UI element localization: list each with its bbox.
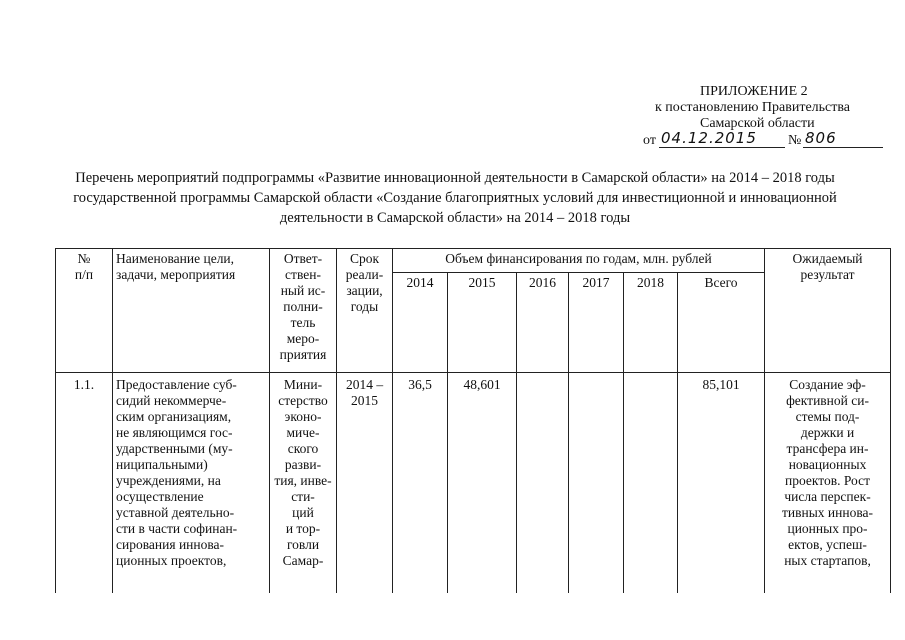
row-num: 1.1. (56, 373, 113, 593)
header-term: Срок реали- зации, годы (337, 249, 393, 373)
header-executor: Ответ- ствен- ный ис- полни- тель меро- приятия (270, 249, 337, 373)
appendix-line-region: Самарской области (700, 116, 815, 131)
header-funding: Объем финансирования по годам, млн. рублей (393, 249, 765, 273)
row-value-2017 (569, 373, 624, 593)
row-value-2014: 36,5 (393, 373, 448, 593)
title-line-3: деятельности в Самарской области» на 2014 – 2018 годы (279, 210, 631, 226)
table-row (56, 373, 891, 593)
row-term: 2014 – 2015 (337, 373, 393, 593)
measures-table (55, 248, 891, 593)
header-num: № п/п (56, 249, 113, 373)
row-value-total: 85,101 (678, 373, 765, 593)
handwritten-date: 04.12.2015 (661, 129, 757, 147)
row-value-2016 (517, 373, 569, 593)
row-value-2018 (624, 373, 678, 593)
header-year-2018: 2018 (624, 273, 678, 373)
header-year-2017: 2017 (569, 273, 624, 373)
number-sign: № (788, 133, 802, 148)
header-total: Всего (678, 273, 765, 373)
title-line-2: государственной программы Самарской области «Создание благоприятных условий для инвестиционной и инновационной (73, 190, 837, 206)
document-title (20, 168, 890, 228)
handwritten-number: 806 (805, 129, 837, 147)
row-result: Создание эф- фективной си- стемы под- держки и трансфера ин- новационных проектов. Рост числа перспек- тивных иннова- ционных про- ектов, успеш- ных стартапов, (765, 373, 891, 593)
row-value-2015: 48,601 (448, 373, 517, 593)
date-underline (659, 147, 785, 148)
appendix-line-decree: к постановлению Правительства (655, 100, 851, 115)
title-line-1: Перечень мероприятий подпрограммы «Развитие инновационной деятельности в Самарской области» на 2014 – 2018 годы (75, 170, 835, 186)
table-header-row-1 (56, 249, 891, 273)
row-executor: Мини- стерство эконо- миче- ского разви- тия, инве- сти- ций и тор- говли Самар- (270, 373, 337, 593)
header-name: Наименование цели, задачи, мероприятия (113, 249, 270, 373)
appendix-title: ПРИЛОЖЕНИЕ 2 (700, 84, 808, 99)
header-year-2016: 2016 (517, 273, 569, 373)
header-result: Ожидаемый результат (765, 249, 891, 373)
row-name: Предоставление суб- сидий некоммерче- ским организациям, не являющимся гос- ударственными (му- ниципальными) учреждениями, на осуществление уставной деятельно- сти в части софинан- сирования иннова- ционных проектов, (113, 373, 270, 593)
header-year-2015: 2015 (448, 273, 517, 373)
header-year-2014: 2014 (393, 273, 448, 373)
number-underline (803, 147, 883, 148)
date-prefix: от (643, 133, 656, 148)
